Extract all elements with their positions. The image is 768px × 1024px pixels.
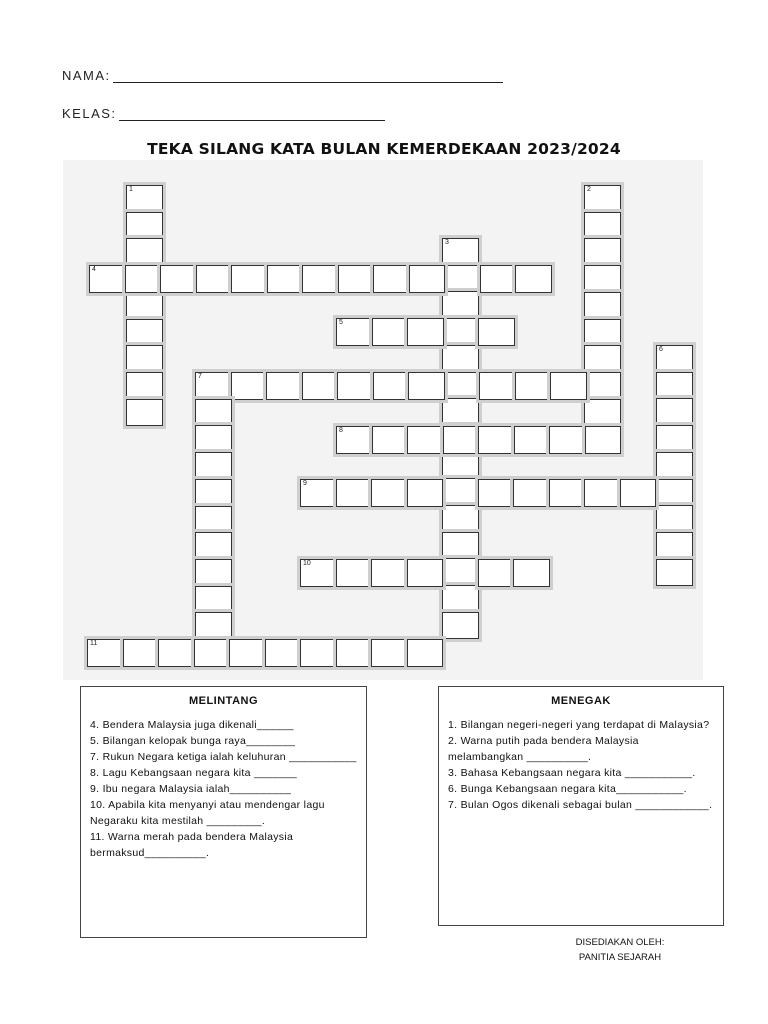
crossword-cell[interactable] [126, 185, 163, 213]
crossword-cell[interactable] [620, 479, 657, 507]
crossword-cell[interactable] [373, 372, 410, 400]
crossword-cell[interactable] [584, 319, 621, 347]
across-clue: 11. Warna merah pada bendera Malaysia bermaksud__________. [90, 831, 294, 859]
crossword-cell[interactable] [656, 559, 693, 587]
crossword-cell[interactable] [513, 559, 550, 587]
crossword-cell[interactable] [656, 425, 693, 453]
crossword-cell[interactable] [195, 372, 232, 400]
crossword-cell[interactable] [442, 558, 479, 586]
crossword-cell[interactable] [584, 292, 621, 320]
crossword-cell[interactable] [195, 559, 232, 587]
crossword-cell[interactable] [549, 426, 586, 454]
crossword-cell[interactable] [584, 212, 621, 240]
name-label: NAMA: [62, 68, 111, 83]
crossword-cell[interactable] [371, 639, 408, 667]
crossword-cell[interactable] [442, 398, 479, 426]
crossword-cell[interactable] [87, 639, 124, 667]
class-label: KELAS: [62, 106, 117, 121]
crossword-cell[interactable] [584, 479, 621, 507]
crossword-cell[interactable] [196, 265, 233, 293]
crossword-cell[interactable] [371, 479, 408, 507]
down-clue: 6. Bunga Kebangsaan negara kita___________. [448, 783, 687, 795]
crossword-cell[interactable] [336, 479, 373, 507]
crossword-cell[interactable] [195, 532, 232, 560]
crossword-cell[interactable] [407, 559, 444, 587]
crossword-cell[interactable] [373, 265, 410, 293]
crossword-cell[interactable] [371, 559, 408, 587]
crossword-cell[interactable] [336, 318, 373, 346]
crossword-cell[interactable] [442, 372, 479, 400]
crossword-cell[interactable] [126, 399, 163, 427]
crossword-cell[interactable] [656, 372, 693, 400]
clue-number: 4 [92, 266, 96, 273]
crossword-cell[interactable] [656, 505, 693, 533]
across-clue: 4. Bendera Malaysia juga dikenali______ [90, 719, 294, 731]
crossword-cell[interactable] [584, 345, 621, 373]
crossword-cell[interactable] [442, 452, 479, 480]
prepared-by: DISEDIAKAN OLEH: [575, 937, 665, 948]
clue-number: 2 [587, 186, 591, 193]
crossword-cell[interactable] [479, 372, 516, 400]
crossword-cell[interactable] [336, 559, 373, 587]
down-clue-list [439, 717, 723, 813]
crossword-cell[interactable] [337, 372, 374, 400]
crossword-cell[interactable] [126, 372, 163, 400]
crossword-cell[interactable] [195, 425, 232, 453]
clue-number: 10 [303, 560, 311, 567]
crossword-cell[interactable] [302, 372, 339, 400]
clue-number: 6 [659, 346, 663, 353]
clue-number: 9 [303, 480, 307, 487]
crossword-cell[interactable] [158, 639, 195, 667]
crossword-cell[interactable] [338, 265, 375, 293]
crossword-cell[interactable] [126, 319, 163, 347]
crossword-cell[interactable] [584, 238, 621, 266]
crossword-cell[interactable] [442, 532, 479, 560]
class-field [62, 106, 385, 121]
crossword-grid [63, 160, 703, 680]
crossword-cell[interactable] [478, 426, 515, 454]
across-clue: 9. Ibu negara Malaysia ialah__________ [90, 783, 292, 795]
crossword-cell[interactable] [266, 372, 303, 400]
crossword-cell[interactable] [442, 585, 479, 613]
prepared-by-unit: PANITIA SEJARAH [578, 952, 662, 963]
down-clue: 1. Bilangan negeri-negeri yang terdapat di Malaysia? [448, 719, 710, 731]
crossword-cell[interactable] [89, 265, 126, 293]
crossword-cell[interactable] [514, 426, 551, 454]
down-clue: 2. Warna putih pada bendera Malaysia melambangkan __________. [448, 735, 639, 763]
down-clues-box [438, 686, 724, 926]
crossword-cell[interactable] [442, 291, 479, 319]
crossword-cell[interactable] [656, 479, 693, 507]
across-clue: 7. Rukun Negara ketiga ialah keluhuran ___________ [90, 751, 357, 763]
across-clues-box [80, 686, 367, 938]
crossword-cell[interactable] [585, 426, 622, 454]
crossword-cell[interactable] [195, 586, 232, 614]
across-clue: 10. Apabila kita menyanyi atau mendengar lagu Negaraku kita mestilah _________. [90, 799, 325, 827]
crossword-cell[interactable] [300, 559, 337, 587]
crossword-cell[interactable] [302, 265, 339, 293]
crossword-cell[interactable] [443, 426, 480, 454]
crossword-cell[interactable] [442, 318, 479, 346]
page-title: TEKA SILANG KATA BULAN KEMERDEKAAN 2023/2024 [147, 140, 621, 158]
crossword-cell[interactable] [126, 238, 163, 266]
crossword-cell[interactable] [407, 479, 444, 507]
crossword-cell[interactable] [267, 265, 304, 293]
crossword-cell[interactable] [442, 238, 479, 266]
crossword-cell[interactable] [478, 479, 515, 507]
crossword-cell[interactable] [195, 612, 232, 640]
crossword-cell[interactable] [515, 372, 552, 400]
crossword-cell[interactable] [513, 479, 550, 507]
crossword-cell[interactable] [442, 478, 479, 506]
crossword-cell[interactable] [549, 479, 586, 507]
down-clue: 3. Bahasa Kebangsaan negara kita ___________. [448, 767, 696, 779]
crossword-cell[interactable] [195, 399, 232, 427]
crossword-cell[interactable] [656, 532, 693, 560]
crossword-cell[interactable] [160, 265, 197, 293]
crossword-cell[interactable] [126, 292, 163, 320]
crossword-cell[interactable] [300, 639, 337, 667]
name-input-line[interactable] [113, 70, 503, 83]
crossword-cell[interactable] [123, 639, 160, 667]
crossword-cell[interactable] [409, 265, 446, 293]
crossword-cell[interactable] [407, 426, 444, 454]
crossword-cell[interactable] [372, 426, 409, 454]
crossword-cell[interactable] [550, 372, 587, 400]
crossword-cell[interactable] [231, 372, 268, 400]
class-input-line[interactable] [119, 108, 385, 121]
crossword-cell[interactable] [407, 318, 444, 346]
crossword-cell[interactable] [584, 399, 621, 427]
crossword-cell[interactable] [442, 345, 479, 373]
down-clue: 7. Bulan Ogos dikenali sebagai bulan ____________. [448, 799, 713, 811]
across-clue: 5. Bilangan kelopak bunga raya________ [90, 735, 296, 747]
crossword-cell[interactable] [300, 479, 337, 507]
crossword-cell[interactable] [478, 318, 515, 346]
clue-number: 11 [90, 640, 98, 647]
crossword-cell[interactable] [656, 452, 693, 480]
crossword-cell[interactable] [126, 345, 163, 373]
clue-number: 1 [129, 186, 133, 193]
clue-number: 8 [339, 427, 343, 434]
crossword-cell[interactable] [195, 479, 232, 507]
crossword-cell[interactable] [126, 212, 163, 240]
crossword-cell[interactable] [442, 612, 479, 640]
crossword-cell[interactable] [584, 185, 621, 213]
crossword-cell[interactable] [194, 639, 231, 667]
crossword-cell[interactable] [231, 265, 268, 293]
crossword-cell[interactable] [515, 265, 552, 293]
crossword-cell[interactable] [195, 506, 232, 534]
crossword-cell[interactable] [656, 398, 693, 426]
across-heading: MELINTANG [188, 695, 259, 707]
crossword-cell[interactable] [336, 639, 373, 667]
crossword-cell[interactable] [584, 265, 621, 293]
name-field [62, 68, 503, 83]
crossword-cell[interactable] [229, 639, 266, 667]
across-clue: 8. Lagu Kebangsaan negara kita _______ [90, 767, 297, 779]
crossword-cell[interactable] [442, 265, 479, 293]
crossword-cell[interactable] [442, 505, 479, 533]
crossword-cell[interactable] [265, 639, 302, 667]
crossword-cell[interactable] [480, 265, 517, 293]
crossword-cell[interactable] [195, 452, 232, 480]
crossword-cell[interactable] [372, 318, 409, 346]
clue-number: 5 [339, 319, 343, 326]
crossword-cell[interactable] [125, 265, 162, 293]
down-heading: MENEGAK [551, 695, 611, 707]
clue-number: 3 [445, 239, 449, 246]
crossword-cell[interactable] [408, 372, 445, 400]
across-clue-list [81, 717, 366, 861]
clue-number: 7 [198, 373, 202, 380]
crossword-cell[interactable] [407, 639, 444, 667]
crossword-cell[interactable] [584, 372, 621, 400]
crossword-cell[interactable] [478, 559, 515, 587]
crossword-cell[interactable] [656, 345, 693, 373]
crossword-cell[interactable] [336, 426, 373, 454]
